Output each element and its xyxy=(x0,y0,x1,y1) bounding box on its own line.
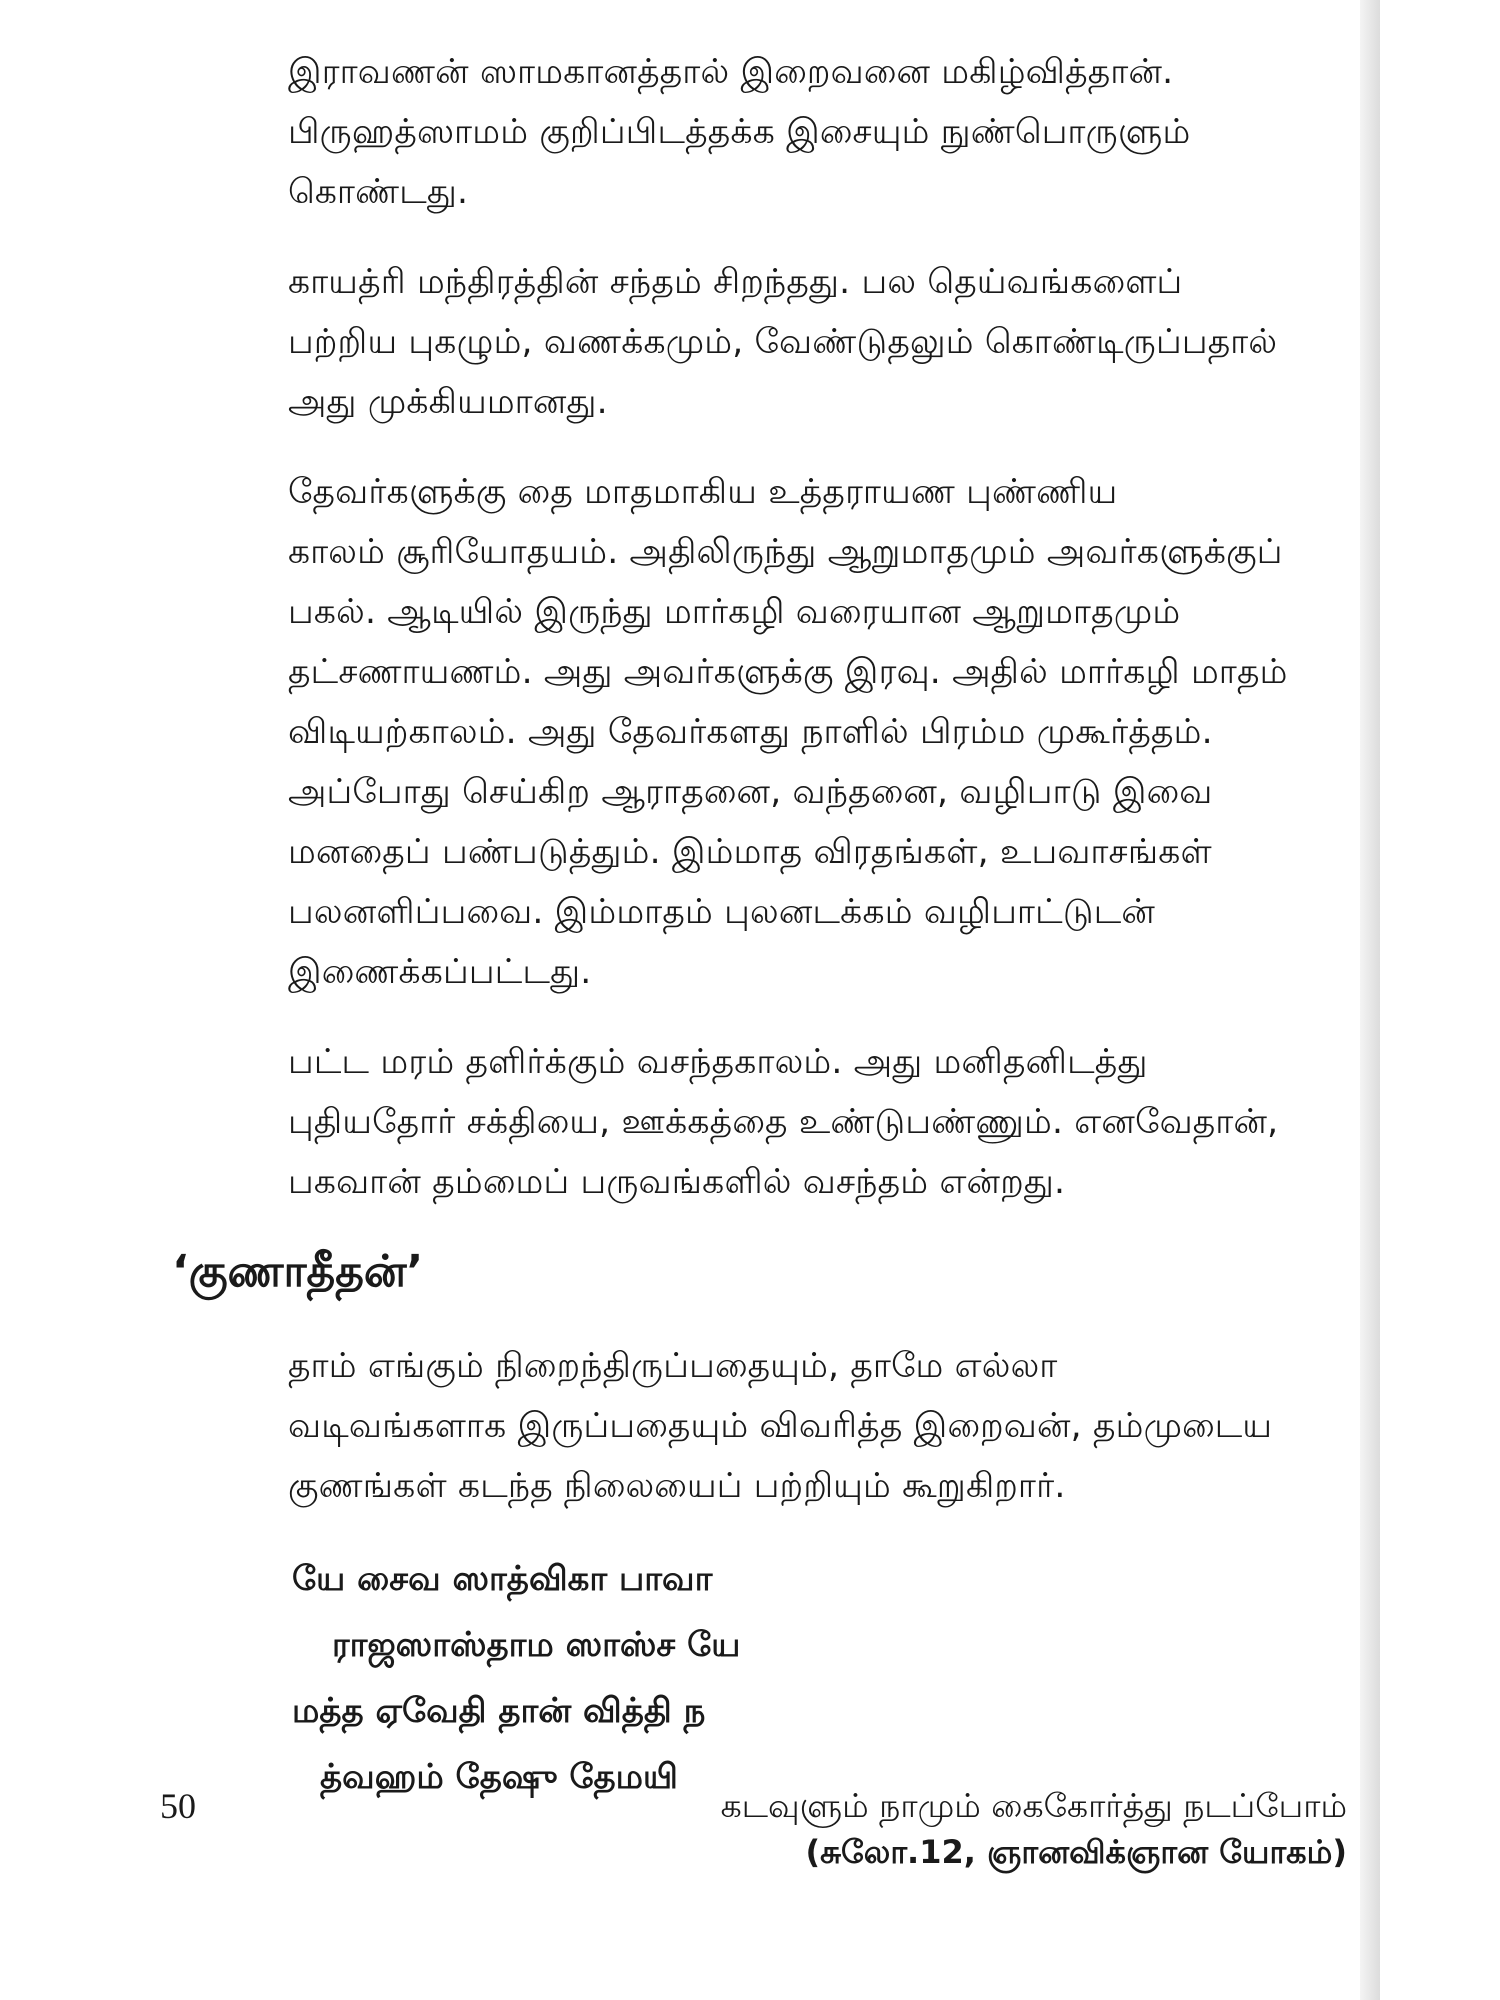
verse-citation: (சுலோ.12, ஞானவிக்ஞான யோகம்) xyxy=(805,1833,1347,1871)
paragraph-line: புதியதோர் சக்தியை, ஊக்கத்தை உண்டுபண்ணும். எனவேதான், xyxy=(288,1102,1279,1142)
paragraph-line: பட்ட மரம் தளிர்க்கும் வசந்தகாலம். அது மனிதனிடத்து xyxy=(288,1042,1148,1082)
page-number: 50 xyxy=(160,1786,196,1826)
paragraph-line: தேவர்களுக்கு தை மாதமாகிய உத்தராயண புண்ணிய xyxy=(288,472,1118,512)
paragraph-line: அப்போது செய்கிற ஆராதனை, வந்தனை, வழிபாடு இவை xyxy=(288,772,1213,812)
paragraph-gunatheethan xyxy=(172,1336,1347,1516)
paragraph-margazhi xyxy=(172,462,1347,1002)
paragraph-line: தட்சணாயணம். அது அவர்களுக்கு இரவு. அதில் மார்கழி மாதம் xyxy=(288,652,1288,692)
page-footer xyxy=(160,1776,1347,1836)
paragraph-line: பிருஹத்ஸாமம் குறிப்பிடத்தக்க இசையும் நுண்பொருளும் xyxy=(288,112,1191,152)
verse-line: மத்த ஏவேதி தான் வித்தி ந xyxy=(292,1691,706,1731)
section-heading: ‘குணாதீதன்’ xyxy=(172,1246,424,1297)
paragraph-line: காயத்ரி மந்திரத்தின் சந்தம் சிறந்தது. பல தெய்வங்களைப் xyxy=(288,262,1183,302)
paragraph-vasantha xyxy=(172,1032,1347,1212)
running-footer-title: கடவுளும் நாமும் கைகோர்த்து நடப்போம் xyxy=(720,1786,1347,1825)
paragraph-line: பகல். ஆடியில் இருந்து மார்கழி வரையான ஆறுமாதமும் xyxy=(288,592,1181,632)
verse-line: த்வஹம் தேஷு தேமயி xyxy=(320,1757,678,1797)
paragraph-line: காலம் சூரியோதயம். அதிலிருந்து ஆறுமாதமும் அவர்களுக்குப் xyxy=(288,532,1283,572)
paragraph-line: மனதைப் பண்படுத்தும். இம்மாத விரதங்கள், உபவாசங்கள் xyxy=(288,832,1212,872)
verse-line: ராஜஸாஸ்தாம ஸாஸ்ச யே xyxy=(332,1625,741,1665)
page-body xyxy=(172,42,1347,1882)
paragraph-line: பகவான் தம்மைப் பருவங்களில் வசந்தம் என்றது. xyxy=(288,1162,1066,1202)
paragraph-line: வடிவங்களாக இருப்பதையும் விவரித்த இறைவன், தம்முடைய xyxy=(288,1406,1273,1446)
paragraph-line: பலனளிப்பவை. இம்மாதம் புலனடக்கம் வழிபாட்டுடன் xyxy=(288,892,1156,932)
verse-line: யே சைவ ஸாத்விகா பாவா xyxy=(292,1559,713,1599)
paragraph-line: பற்றிய புகழும், வணக்கமும், வேண்டுதலும் கொண்டிருப்பதால் xyxy=(288,322,1278,362)
paragraph-line: இணைக்கப்பட்டது. xyxy=(288,952,592,992)
paragraph-line: இராவணன் ஸாமகானத்தால் இறைவனை மகிழ்வித்தான். xyxy=(288,52,1174,92)
paragraph-line: கொண்டது. xyxy=(288,172,469,212)
paragraph-line: தாம் எங்கும் நிறைந்திருப்பதையும், தாமே எல்லா xyxy=(288,1346,1058,1386)
paragraph-line: விடியற்காலம். அது தேவர்களது நாளில் பிரம்ம முகூர்த்தம். xyxy=(288,712,1213,752)
paragraph-ravana-samagana xyxy=(172,42,1347,222)
paragraph-gayatri xyxy=(172,252,1347,432)
sloka-verse xyxy=(172,1546,1347,1810)
page-edge-shadow xyxy=(1360,0,1380,2000)
paragraph-line: குணங்கள் கடந்த நிலையைப் பற்றியும் கூறுகிறார். xyxy=(288,1466,1066,1506)
paragraph-line: அது முக்கியமானது. xyxy=(288,382,608,422)
